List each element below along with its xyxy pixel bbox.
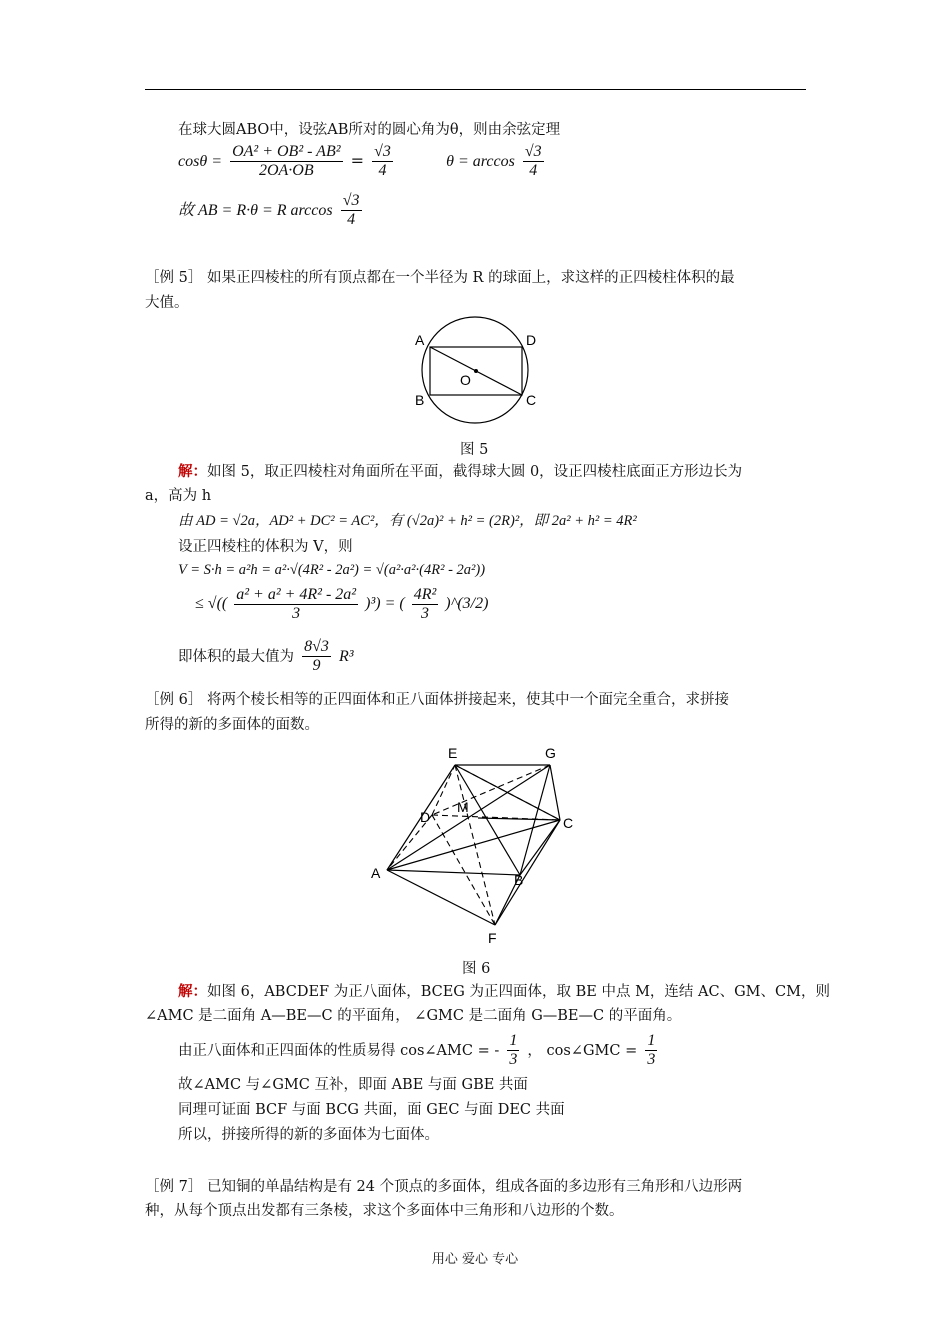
figure-5-caption: 图 5 (460, 442, 489, 458)
intro-line: 在球大圆ABO中，设弦AB所对的圆心角为θ，则由余弦定理 (178, 122, 561, 138)
ex5-solution-line3: 由 AD = √2a，AD² + DC² = AC²，有 (√2a)² + h² = (2R)²，即 2a² + h² = 4R² (178, 513, 637, 529)
ex6-line2: 所得的新的多面体的面数。 (145, 717, 319, 733)
figure-6-polyhedron (360, 740, 590, 950)
ex6-solution-line3: 由正八面体和正四面体的性质易得 cos∠AMC = - $\frac{1}{3}$ ， cos∠GMC = $\frac{1}{3}$ (178, 1032, 656, 1068)
cosine-formula: cosθ = $\frac{\text{OA² + OB² - AB²}}{2OA\cdot OB}$ = $\frac{√3}{4}$ θ = arccos $\frac{√3}{4}$ (178, 143, 542, 179)
center-point (474, 369, 478, 373)
label-d: D (420, 809, 431, 825)
ex5-solution-line6: ≤ √(( $\frac{\text{a² + a² + 4R² - 2a²}}{3}$ )³) = ( $\frac{\text{4R²}}{3}$ )^(3/2) (195, 586, 489, 622)
ex5-solution-line1: 解：如图 5，取正四棱柱对角面所在平面，截得球大圆 0，设正四棱柱底面正方形边长为 (178, 463, 743, 480)
ex6-line1: ［例 6］ 将两个棱长相等的正四面体和正八面体拼接起来，使其中一个面完全重合，求拼接 (145, 692, 729, 708)
ex6-solution-line4: 故∠AMC 与∠GMC 互补，即面 ABE 与面 GBE 共面 (178, 1077, 528, 1093)
figure-6-caption: 图 6 (462, 961, 491, 977)
ex5-solution-line2: a，高为 h (145, 488, 212, 504)
ex6-solution-line1: 解：如图 6，ABCDEF 为正八面体，BCEG 为正四面体，取 BE 中点 M，连结 AC、GM、CM，则 (178, 983, 830, 1000)
header-rule (145, 89, 806, 90)
ex5-solution-line4: 设正四棱柱的体积为 V，则 (178, 539, 353, 555)
ex5-line2: 大值。 (145, 295, 189, 311)
label-b: B (514, 872, 524, 888)
label-e: E (448, 745, 458, 761)
ex5-solution-line5: V = S·h = a²h = a²·√(4R² - 2a²) = √(a²·a²·(4R² - 2a²)) (178, 562, 486, 578)
ex7-line2: 种，从每个顶点出发都有三条棱，求这个多面体中三角形和八边形的个数。 (145, 1203, 624, 1219)
label-d: D (526, 332, 537, 348)
label-m: M (457, 799, 469, 815)
ex5-line1: ［例 5］ 如果正四棱柱的所有顶点都在一个半径为 R 的球面上，求这样的正四棱柱体积的最 (145, 270, 735, 286)
label-c: C (526, 392, 537, 408)
figure-5-sphere-section (405, 315, 550, 430)
label-o: O (460, 372, 471, 388)
label-c: C (563, 815, 574, 831)
ex5-solution-line7: 即体积的最大值为 $\frac{8√3}{9}$ R³ (178, 638, 354, 674)
label-b: B (415, 392, 425, 408)
label-a: A (371, 865, 381, 881)
label-f: F (488, 930, 497, 946)
arc-length-formula: 故 AB = R·θ = R arccos $\frac{√3}{4}$ (178, 192, 360, 228)
label-a: A (415, 332, 425, 348)
page-footer: 用心 爱心 专心 (431, 1252, 519, 1267)
ex6-solution-line5: 同理可证面 BCF 与面 BCG 共面，面 GEC 与面 DEC 共面 (178, 1102, 565, 1118)
label-g: G (545, 745, 556, 761)
ex7-line1: ［例 7］ 已知铜的单晶结构是有 24 个顶点的多面体，组成各面的多边形有三角形和八边形两 (145, 1179, 743, 1195)
ex6-solution-line6: 所以，拼接所得的新的多面体为七面体。 (178, 1127, 439, 1143)
ex6-solution-line2: ∠AMC 是二面角 A—BE—C 的平面角， ∠GMC 是二面角 G—BE—C 的平面角。 (145, 1008, 682, 1024)
